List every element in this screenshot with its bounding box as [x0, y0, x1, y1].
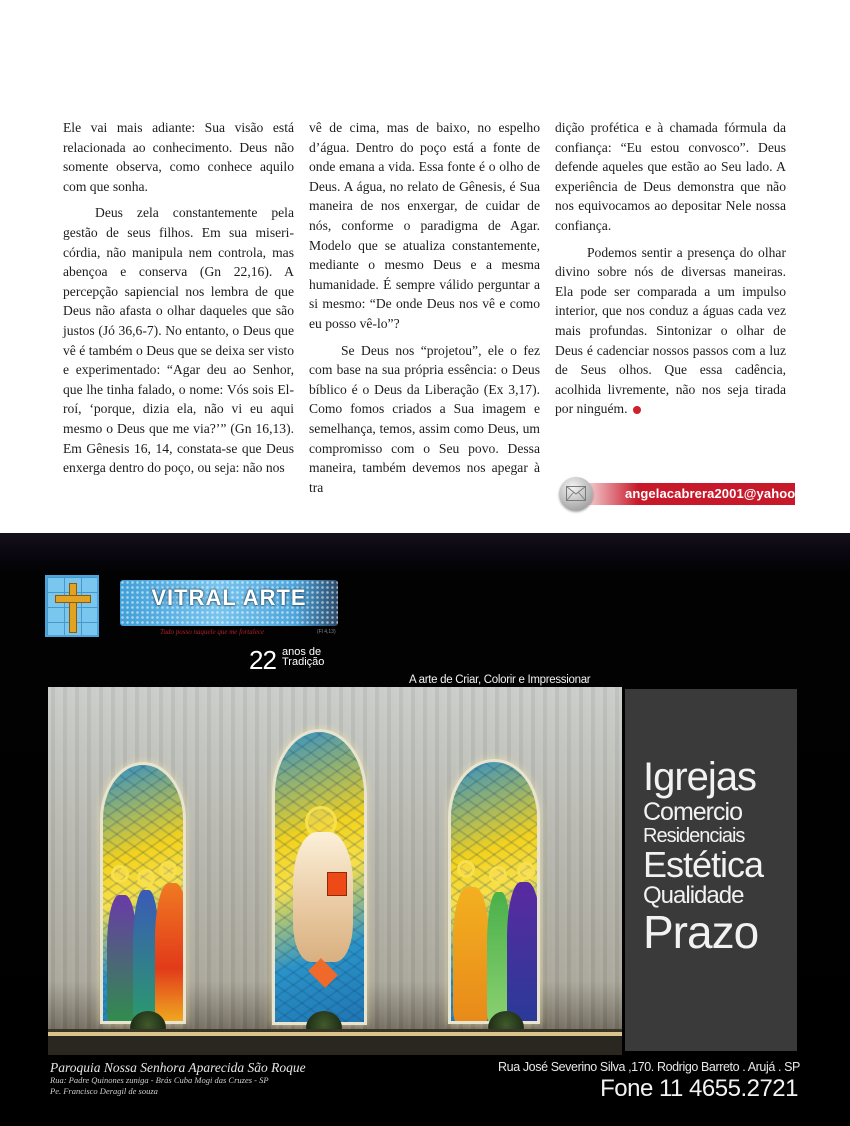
business-phone: Fone 11 4655.2721	[600, 1075, 798, 1102]
years-label: anos de	[282, 646, 322, 658]
article-column-2	[309, 118, 540, 504]
envelope-icon	[559, 477, 593, 511]
parish-credit	[50, 1060, 306, 1097]
parish-name: Paroquia Nossa Senhora Aparecida São Roque	[50, 1060, 306, 1075]
cross-icon	[45, 575, 99, 637]
author-email-link[interactable]: angelacabrera2001@yahoo.es	[625, 486, 814, 501]
author-email-badge	[559, 477, 814, 509]
vitral-arte-advertisement	[0, 533, 850, 1126]
paragraph: Ele vai mais adiante: Sua visão está relacionada ao conhecimento. Deus não somente observa, como conhece aquilo com que sonha.	[63, 120, 294, 194]
tradition-label: Tradição	[282, 656, 325, 668]
email-bar	[577, 483, 814, 505]
brand-logo	[120, 580, 338, 626]
tagline-reference: (Fl 4,13)	[317, 629, 336, 635]
services-panel	[625, 689, 797, 1051]
end-of-article-mark	[633, 406, 641, 414]
service-item: Qualidade	[643, 882, 744, 909]
article-column-1	[63, 118, 294, 485]
paragraph: dição profética e à chamada fórmula da confiança: “Eu estou convosco”. Deus defende aqueles que estão ao Seu lado. A experiência de Deus demonstra que não nos equivocamos ao depositar Nele nossa confiança.	[555, 120, 786, 233]
paragraph-text: Podemos sentir a presença do olhar divino sobre nós de diversas maneiras. Ela pode ser comparada a um impulso interior, que nos conduz a águas cada vez mais profundas. Sintonizar o olhar de Deus é cadenciar nossos passos com a luz de Seus olhos. Que essa cadência, acolhida livremente, não nos seja tirada por ninguém.	[555, 244, 786, 417]
stained-glass-window-right	[448, 759, 540, 1024]
paragraph	[555, 243, 786, 419]
paragraph: Deus zela constantemente pela gestão de seus filhos. Em sua misericórdia, não manipula nem controla, mas abençoa e conserva (Gn 22,16). A percepção sapiencial nos lembra de que Deus não afasta o olhar daqueles que são justos (Jó 36,6-7). No entanto, o Deus que vê é também o Deus que se deixa ser visto e experimentado: “Agar deu ao Senhor, que lhe tinha falado, o nome: Vós sois El-roí, ‘porque, dizia ela, não vi eu aqui mesmo o Deus que me via?’” (Gn 16,13). Em Gênesis 16, 14, constata-se que Deus enxerga dentro do poço, ou seja: não nos	[63, 205, 294, 476]
service-item: Residenciais	[643, 825, 745, 847]
parish-address: Rua: Padre Quinones zuniga - Brás Cuba Mogi das Cruzes - SP	[50, 1075, 269, 1085]
ad-slogan: A arte de Criar, Colorir e Impressionar	[409, 674, 591, 686]
brand-tagline: Tudo posso naquele que me fortalece	[160, 628, 265, 636]
years-number: 22	[249, 645, 276, 675]
business-address: Rua José Severino Silva ,170. Rodrigo Barreto . Arujá . SP	[498, 1060, 800, 1074]
service-item: Prazo	[643, 906, 759, 958]
paragraph: Se Deus nos “projetou”, ele o fez com base na sua própria essência: o Deus bíblico é o Deus da Liberação (Ex 3,17). Como fomos criados a Sua imagem e semelhança, temos, assim como Deus, um compromisso com o Seu povo. Dessa maneira, também devemos nos apegar à tra	[309, 342, 540, 495]
service-item: Estética	[643, 844, 764, 885]
article-column-3	[555, 118, 786, 426]
stained-glass-window-center	[272, 729, 367, 1025]
paragraph: vê de cima, mas de baixo, no espelho d’água. Dentro do poço está a fonte de onde emana a vida. Essa fonte é o olho de Deus. A água, no relato de Gênesis, é Sua maneira de nos enxergar, de cuidar de nós, conforme o paradigma de Agar. Modelo que se atualiza constantemente, mediante o mesmo Deus e a mesma humanidade. É sempre válido perguntar a si mesmo: “De onde Deus nos vê e como eu posso vê-lo”?	[309, 120, 540, 331]
parish-priest: Pe. Francisco Deragil de souza	[50, 1086, 158, 1096]
service-item: Igrejas	[643, 755, 757, 799]
article-body	[63, 118, 793, 518]
service-item: Comercio	[643, 798, 742, 826]
stained-glass-window-left	[100, 762, 186, 1024]
brand-name: VITRAL ARTE	[151, 585, 307, 610]
stained-glass-photo	[48, 687, 622, 1055]
